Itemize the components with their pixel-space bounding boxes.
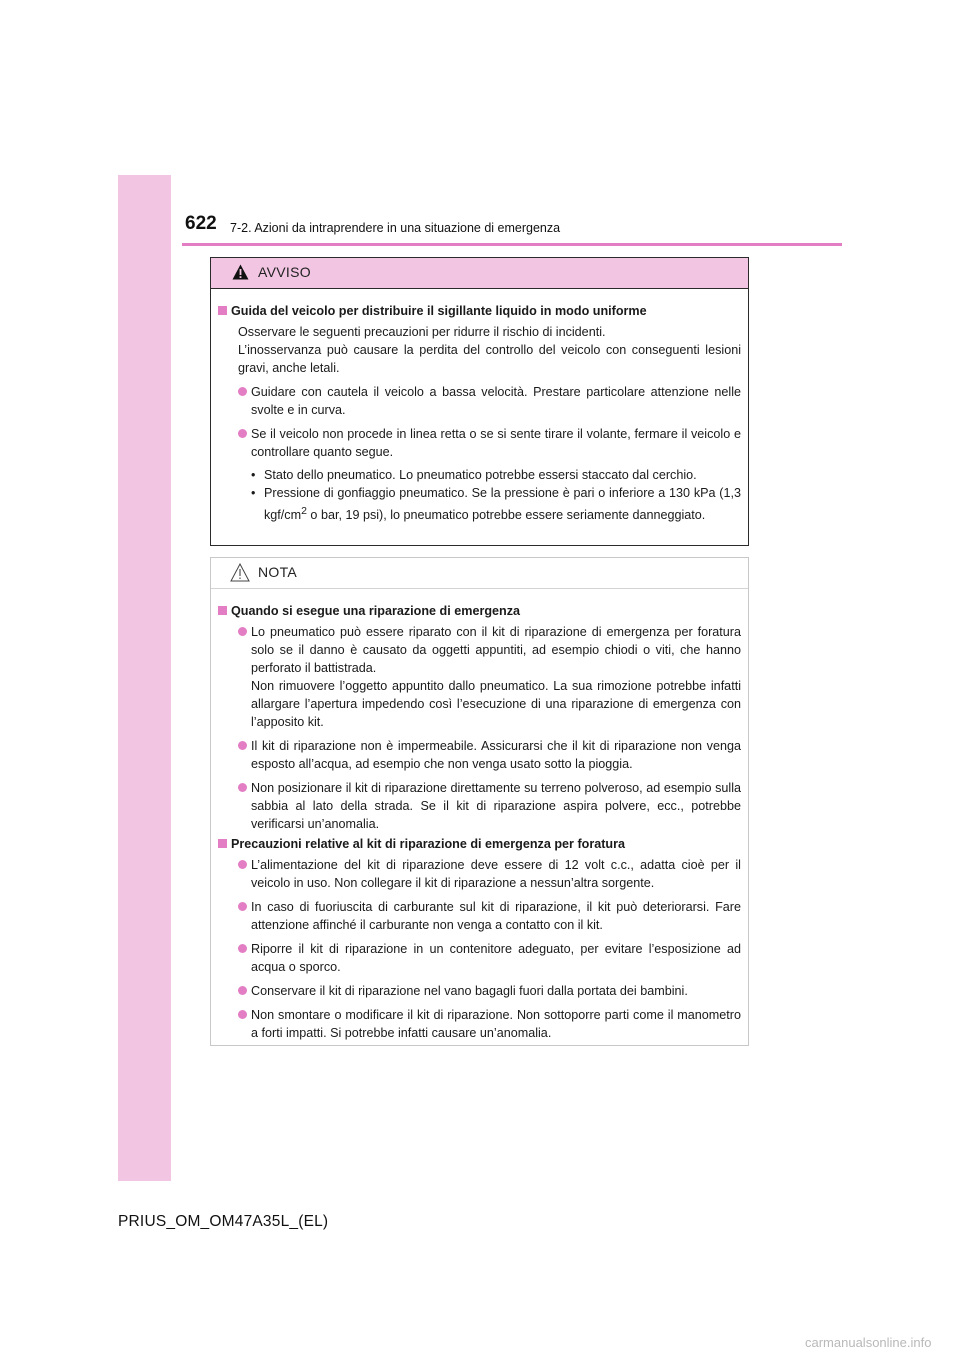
round-bullet-icon [238, 783, 247, 792]
square-bullet-icon [218, 839, 227, 848]
warning-intro-1: Osservare le seguenti precauzioni per ridurre il rischio di incidenti. [238, 325, 606, 339]
note-label: NOTA [258, 564, 298, 580]
square-bullet-icon [218, 606, 227, 615]
warning-section-title: Guida del veicolo per distribuire il sigillante liquido in modo uniforme [218, 302, 741, 320]
list-item: Lo pneumatico può essere riparato con il kit di riparazione di emergenza per foratura solo se il danno è causato da oggetti appuntiti, ad esempio chiodi o viti, che hanno perforato il battistrada. Non rimuovere l’oggetto appuntito dallo pneumatico. La sua rimozione potrebbe infatti allargare l’apertura impedendo così l’esecuzione di una riparazione di emergenza con l’apposito kit. [218, 623, 741, 731]
chapter-title: 7-2. Azioni da intraprendere in una situazione di emergenza [230, 221, 561, 235]
list-item: L’alimentazione del kit di riparazione deve essere di 12 volt c.c., adatta cioè per il veicolo in uso. Non collegare il kit di riparazione a nessun’altra sorgente. [218, 856, 741, 892]
round-bullet-icon [238, 387, 247, 396]
list-item: Se il veicolo non procede in linea retta o se si sente tirare il volante, fermare il veicolo e controllare quanto segue. [218, 425, 741, 461]
sub-list-item: • Stato dello pneumatico. Lo pneumatico potrebbe essersi staccato dal cerchio. [251, 468, 697, 482]
note-body [211, 589, 748, 1042]
warning-header [211, 258, 748, 289]
round-bullet-icon [238, 944, 247, 953]
round-bullet-icon [238, 741, 247, 750]
list-item: Il kit di riparazione non è impermeabile. Assicurarsi che il kit di riparazione non venga esposto all’acqua, ad esempio che non venga usato sotto la pioggia. [218, 737, 741, 773]
caution-outline-icon [230, 563, 250, 582]
sub-list-item: • Pressione di gonfiaggio pneumatico. Se la pressione è pari o inferiore a 130 kPa (1,3 kgf/$cm^2$ o bar, 19 psi), lo pneumatico potrebbe essere seriamente danneggiato. [251, 486, 741, 523]
warning-body [211, 289, 748, 524]
round-bullet-icon [238, 1010, 247, 1019]
list-item: Guidare con cautela il veicolo a bassa velocità. Prestare particolare attenzione nelle svolte e in curva. [218, 383, 741, 419]
warning-label: AVVISO [258, 264, 311, 280]
warning-intro-2: L’inosservanza può causare la perdita del controllo del veicolo con conseguenti lesioni gravi, anche letali. [238, 343, 741, 375]
square-bullet-icon [218, 306, 227, 315]
list-item: Conservare il kit di riparazione nel vano bagagli fuori dalla portata dei bambini. [218, 982, 741, 1000]
list-item: Non smontare o modificare il kit di riparazione. Non sottoporre parti come il manometro a forti impatti. Si potrebbe infatti causare un’anomalia. [218, 1006, 741, 1042]
round-bullet-icon [238, 860, 247, 869]
round-bullet-icon [238, 902, 247, 911]
document-code: PRIUS_OM_OM47A35L_(EL) [118, 1213, 329, 1230]
list-item: In caso di fuoriuscita di carburante sul kit di riparazione, il kit può deteriorarsi. Fare attenzione affinché il carburante non venga a contatto con il kit. [218, 898, 741, 934]
note-section-title: Quando si esegue una riparazione di emergenza [218, 602, 741, 620]
round-bullet-icon [238, 627, 247, 636]
warning-triangle-icon [232, 264, 249, 280]
note-box [210, 557, 749, 1046]
side-tab-strip [118, 175, 171, 1181]
watermark: carmanualsonline.info [805, 1335, 932, 1350]
small-dot-icon: • [251, 468, 256, 482]
small-dot-icon: • [251, 486, 256, 500]
note-header [211, 558, 748, 589]
note-section-title: Precauzioni relative al kit di riparazione di emergenza per foratura [218, 835, 741, 853]
header-rule [182, 243, 842, 246]
list-item: Riporre il kit di riparazione in un contenitore adeguato, per evitare l’esposizione ad acqua o sporco. [218, 940, 741, 976]
round-bullet-icon [238, 986, 247, 995]
page-number: 622 [185, 213, 217, 234]
warning-box [210, 257, 749, 546]
list-item: Non posizionare il kit di riparazione direttamente su terreno polveroso, ad esempio sulla sabbia al lato della strada. Se il kit di riparazione aspira polvere, ecc., potrebbe verificarsi un’anomalia. [218, 779, 741, 833]
round-bullet-icon [238, 429, 247, 438]
